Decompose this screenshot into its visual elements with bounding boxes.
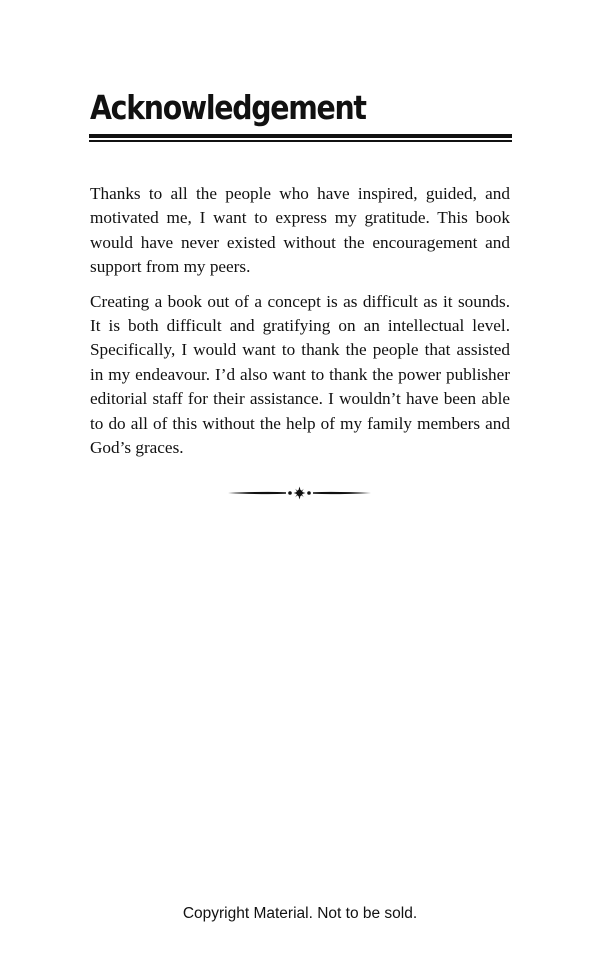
paragraph-2: Creating a book out of a concept is as difficult as it sounds. It is both difficult and gratifying on an intellectual level. Specifically, I would want to thank the people that assisted in my endeavour. I’d also want to thank the power publisher editorial staff for their assistance. I wouldn’t have been able to do all of this without the help of my family members and God’s graces. — [90, 291, 510, 458]
acknowledgement-body — [90, 182, 510, 470]
ornamental-divider-icon — [228, 486, 371, 500]
copyright-footer: Copyright Material. Not to be sold. — [182, 905, 418, 922]
title-underline-thin — [89, 140, 512, 142]
page-title: Acknowledgement — [90, 88, 366, 127]
paragraph-1: Thanks to all the people who have inspired, guided, and motivated me, I want to express my gratitude. This book would have never existed without the encouragement and support from my peers. — [90, 184, 510, 277]
title-underline-thick — [89, 134, 512, 138]
